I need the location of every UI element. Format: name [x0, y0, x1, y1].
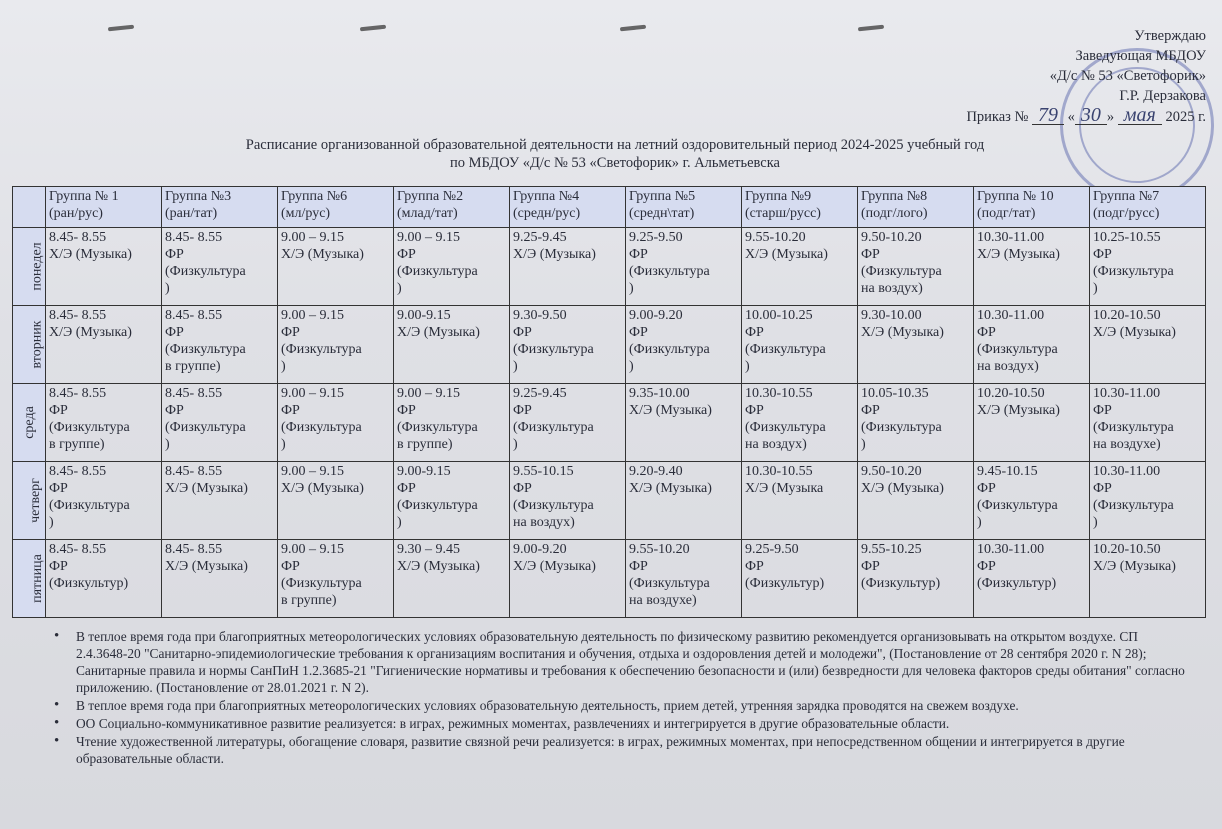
schedule-cell: [1090, 462, 1206, 540]
time-range: 9.30-10.00: [861, 308, 922, 323]
activity-text: (Физкультура: [281, 576, 362, 591]
schedule-cell: [394, 540, 510, 618]
time-range: 8.45- 8.55: [165, 308, 223, 323]
group-header: [394, 187, 510, 228]
group-header: [742, 187, 858, 228]
day-label: пятница: [29, 554, 45, 603]
time-range: 9.00 – 9.15: [281, 464, 344, 479]
group-header: [162, 187, 278, 228]
schedule-row: [13, 306, 1206, 384]
schedule-cell: [974, 306, 1090, 384]
activity-text: ФР: [977, 559, 996, 574]
time-range: 9.20-9.40: [629, 464, 683, 479]
group-type: (ран/тат): [165, 206, 218, 221]
time-range: 8.45- 8.55: [165, 464, 223, 479]
activity-text: (Физкультура: [1093, 498, 1174, 513]
activity-text: ФР: [977, 325, 996, 340]
schedule-cell: [46, 306, 162, 384]
activity-text: ): [281, 359, 286, 374]
day-cell: [13, 228, 46, 306]
time-range: 9.35-10.00: [629, 386, 690, 401]
day-label: понедел: [29, 242, 45, 291]
activity-text: Х/Э (Музыка): [397, 559, 480, 574]
group-name: Группа № 10: [977, 189, 1054, 204]
schedule-cell: [162, 462, 278, 540]
order-day: 30: [1075, 106, 1107, 125]
time-range: 10.30-11.00: [977, 308, 1045, 323]
group-type: (ран/рус): [49, 206, 103, 221]
schedule-cell: [742, 462, 858, 540]
activity-text: на воздух): [745, 437, 807, 452]
time-range: 9.00 – 9.15: [397, 230, 460, 245]
time-range: 10.30-11.00: [1093, 386, 1161, 401]
activity-text: ФР: [49, 559, 68, 574]
group-header: [626, 187, 742, 228]
activity-text: Х/Э (Музыка): [397, 325, 480, 340]
activity-text: на воздух): [861, 281, 923, 296]
schedule-cell: [742, 306, 858, 384]
schedule-cell: [858, 540, 974, 618]
group-type: (подг/тат): [977, 206, 1036, 221]
punch-mark: [360, 25, 386, 32]
activity-text: в группе): [49, 437, 105, 452]
activity-text: ФР: [513, 325, 532, 340]
activity-text: на воздух): [977, 359, 1039, 374]
activity-text: (Физкультура: [281, 342, 362, 357]
schedule-cell: [46, 228, 162, 306]
approval-line: Заведующая МБДОУ: [1075, 48, 1206, 64]
schedule-row: [13, 384, 1206, 462]
schedule-cell: [858, 384, 974, 462]
time-range: 10.30-10.55: [745, 464, 813, 479]
activity-text: (Физкультура: [513, 342, 594, 357]
activity-text: ): [281, 437, 286, 452]
punch-mark: [620, 25, 646, 32]
group-type: (средн/рус): [513, 206, 581, 221]
activity-text: ФР: [281, 403, 300, 418]
activity-text: ): [861, 437, 866, 452]
time-range: 8.45- 8.55: [165, 230, 223, 245]
schedule-cell: [278, 462, 394, 540]
time-range: 9.25-9.50: [745, 542, 799, 557]
day-label: среда: [21, 406, 37, 439]
activity-text: ): [745, 359, 750, 374]
time-range: 9.00 – 9.15: [281, 386, 344, 401]
time-range: 10.20-10.50: [1093, 308, 1161, 323]
time-range: 9.00 – 9.15: [281, 308, 344, 323]
time-range: 8.45- 8.55: [49, 542, 107, 557]
activity-text: (Физкультура: [397, 420, 478, 435]
activity-text: ФР: [1093, 403, 1112, 418]
group-name: Группа №8: [861, 189, 928, 204]
activity-text: Х/Э (Музыка): [977, 403, 1060, 418]
time-range: 9.00-9.20: [513, 542, 567, 557]
time-range: 9.55-10.20: [745, 230, 806, 245]
time-range: 10.05-10.35: [861, 386, 929, 401]
schedule-cell: [1090, 540, 1206, 618]
schedule-cell: [626, 540, 742, 618]
time-range: 9.30-9.50: [513, 308, 567, 323]
day-close-quote: »: [1106, 109, 1115, 125]
schedule-cell: [626, 462, 742, 540]
group-header: [1090, 187, 1206, 228]
activity-text: (Физкультура: [1093, 420, 1174, 435]
activity-text: ): [629, 281, 634, 296]
time-range: 10.25-10.55: [1093, 230, 1161, 245]
activity-text: (Физкультура: [165, 420, 246, 435]
activity-text: в группе): [165, 359, 221, 374]
group-header: [858, 187, 974, 228]
schedule-cell: [742, 228, 858, 306]
activity-text: ФР: [281, 325, 300, 340]
schedule-cell: [626, 384, 742, 462]
schedule-cell: [510, 384, 626, 462]
activity-text: Х/Э (Музыка): [513, 559, 596, 574]
group-header: [510, 187, 626, 228]
schedule-cell: [974, 540, 1090, 618]
schedule-row: [13, 540, 1206, 618]
schedule-cell: [858, 228, 974, 306]
time-range: 9.00 – 9.15: [281, 542, 344, 557]
activity-text: в группе): [281, 593, 337, 608]
time-range: 9.00-9.20: [629, 308, 683, 323]
day-label: вторник: [29, 320, 45, 369]
activity-text: (Физкультура: [745, 420, 826, 435]
activity-text: Х/Э (Музыка): [165, 481, 248, 496]
activity-text: ФР: [629, 247, 648, 262]
activity-text: ): [397, 281, 402, 296]
activity-text: (Физкультура: [629, 576, 710, 591]
activity-text: в группе): [397, 437, 453, 452]
time-range: 8.45- 8.55: [165, 386, 223, 401]
activity-text: Х/Э (Музыка): [629, 481, 712, 496]
schedule-cell: [858, 306, 974, 384]
activity-text: ФР: [281, 559, 300, 574]
activity-text: (Физкультур): [861, 576, 941, 591]
time-range: 9.25-9.50: [629, 230, 683, 245]
activity-text: ФР: [745, 403, 764, 418]
schedule-cell: [162, 540, 278, 618]
schedule-cell: [278, 306, 394, 384]
activity-text: ФР: [397, 247, 416, 262]
schedule-cell: [974, 228, 1090, 306]
approval-line: Г.Р. Дерзакова: [1119, 88, 1206, 104]
order-number: 79: [1032, 106, 1064, 125]
time-range: 9.25-9.45: [513, 230, 567, 245]
group-name: Группа №7: [1093, 189, 1160, 204]
activity-text: (Физкультура: [49, 498, 130, 513]
order-line: [846, 106, 1206, 127]
activity-text: ФР: [49, 481, 68, 496]
activity-text: Х/Э (Музыка): [49, 325, 132, 340]
activity-text: ФР: [861, 403, 880, 418]
activity-text: на воздухе): [629, 593, 697, 608]
note-item: • В теплое время года при благоприятных метеорологических условиях образовательную деятельность, прием детей, утренняя зарядка проводятся на свежем воздухе.: [52, 697, 1192, 714]
activity-text: ФР: [513, 481, 532, 496]
activity-text: Х/Э (Музыка): [861, 481, 944, 496]
activity-text: ФР: [49, 403, 68, 418]
schedule-cell: [974, 384, 1090, 462]
activity-text: (Физкультура: [513, 498, 594, 513]
schedule-cell: [742, 540, 858, 618]
activity-text: ): [977, 515, 982, 530]
group-header: [974, 187, 1090, 228]
schedule-cell: [1090, 384, 1206, 462]
time-range: 8.45- 8.55: [49, 230, 107, 245]
schedule-cell: [278, 228, 394, 306]
time-range: 10.30-11.00: [977, 542, 1045, 557]
schedule-cell: [742, 384, 858, 462]
time-range: 8.45- 8.55: [165, 542, 223, 557]
order-year: 2025 г.: [1165, 109, 1206, 125]
punch-mark: [108, 25, 134, 32]
schedule-cell: [1090, 228, 1206, 306]
schedule-cell: [510, 462, 626, 540]
activity-text: (Физкультура: [165, 264, 246, 279]
time-range: 9.55-10.15: [513, 464, 574, 479]
group-name: Группа №9: [745, 189, 812, 204]
group-type: (мл/рус): [281, 206, 331, 221]
schedule-cell: [162, 384, 278, 462]
time-range: 8.45- 8.55: [49, 386, 107, 401]
activity-text: Х/Э (Музыка): [49, 247, 132, 262]
page-title: [140, 136, 1090, 172]
schedule-body: [13, 228, 1206, 618]
schedule-cell: [626, 228, 742, 306]
activity-text: (Физкультура: [397, 498, 478, 513]
activity-text: ФР: [745, 559, 764, 574]
approval-line: Утверждаю: [1134, 28, 1206, 44]
group-name: Группа №3: [165, 189, 232, 204]
schedule-cell: [858, 462, 974, 540]
day-cell: [13, 384, 46, 462]
activity-text: (Физкультур): [977, 576, 1057, 591]
activity-text: (Физкультура: [977, 342, 1058, 357]
schedule-cell: [510, 228, 626, 306]
schedule-cell: [46, 540, 162, 618]
time-range: 10.20-10.50: [1093, 542, 1161, 557]
notes-list: [52, 628, 1192, 768]
activity-text: ФР: [165, 247, 184, 262]
time-range: 9.55-10.20: [629, 542, 690, 557]
activity-text: Х/Э (Музыка): [977, 247, 1060, 262]
time-range: 10.30-10.55: [745, 386, 813, 401]
activity-text: (Физкультура: [745, 342, 826, 357]
schedule-table: [12, 186, 1206, 618]
activity-text: ФР: [165, 403, 184, 418]
activity-text: на воздух): [513, 515, 575, 530]
time-range: 9.50-10.20: [861, 230, 922, 245]
schedule-cell: [162, 306, 278, 384]
time-range: 10.00-10.25: [745, 308, 813, 323]
group-type: (старш/русс): [745, 206, 821, 221]
schedule-cell: [162, 228, 278, 306]
approval-line: «Д/с № 53 «Светофорик»: [1049, 68, 1206, 84]
activity-text: Х/Э (Музыка): [861, 325, 944, 340]
group-name: Группа №4: [513, 189, 580, 204]
schedule-cell: [1090, 306, 1206, 384]
schedule-cell: [394, 228, 510, 306]
activity-text: (Физкультура: [281, 420, 362, 435]
title-line: Расписание организованной образовательной деятельности на летний оздоровительный период 2024-2025 учебный год: [245, 137, 985, 153]
schedule-cell: [394, 306, 510, 384]
activity-text: (Физкультура: [513, 420, 594, 435]
activity-text: ФР: [397, 481, 416, 496]
schedule-cell: [394, 462, 510, 540]
day-open-quote: «: [1067, 109, 1075, 125]
activity-text: ФР: [629, 325, 648, 340]
activity-text: (Физкультура: [861, 420, 942, 435]
activity-text: ФР: [165, 325, 184, 340]
activity-text: Х/Э (Музыка): [745, 247, 828, 262]
time-range: 9.25-9.45: [513, 386, 567, 401]
activity-text: (Физкультура: [165, 342, 246, 357]
approval-block: [846, 26, 1206, 127]
activity-text: (Физкультура: [629, 342, 710, 357]
time-range: 9.45-10.15: [977, 464, 1038, 479]
activity-text: ): [165, 437, 170, 452]
time-range: 9.00 – 9.15: [281, 230, 344, 245]
day-cell: [13, 306, 46, 384]
activity-text: Х/Э (Музыка): [1093, 325, 1176, 340]
order-prefix: Приказ №: [966, 109, 1029, 125]
time-range: 10.30-11.00: [1093, 464, 1161, 479]
group-header: [278, 187, 394, 228]
schedule-cell: [278, 384, 394, 462]
activity-text: (Физкультура: [1093, 264, 1174, 279]
day-cell: [13, 462, 46, 540]
schedule-cell: [46, 462, 162, 540]
schedule-cell: [278, 540, 394, 618]
activity-text: (Физкультура: [861, 264, 942, 279]
group-type: (млад/тат): [397, 206, 458, 221]
activity-text: ): [1093, 515, 1098, 530]
activity-text: ): [165, 281, 170, 296]
activity-text: ): [397, 515, 402, 530]
activity-text: Х/Э (Музыка): [281, 247, 364, 262]
activity-text: (Физкультура: [629, 264, 710, 279]
time-range: 9.30 – 9.45: [397, 542, 460, 557]
time-range: 10.20-10.50: [977, 386, 1045, 401]
activity-text: ФР: [861, 247, 880, 262]
group-name: Группа № 1: [49, 189, 119, 204]
schedule-cell: [394, 384, 510, 462]
activity-text: ): [629, 359, 634, 374]
time-range: 8.45- 8.55: [49, 464, 107, 479]
time-range: 9.50-10.20: [861, 464, 922, 479]
group-name: Группа №2: [397, 189, 464, 204]
time-range: 8.45- 8.55: [49, 308, 107, 323]
activity-text: ФР: [1093, 247, 1112, 262]
time-range: 9.55-10.25: [861, 542, 922, 557]
activity-text: (Физкультура: [397, 264, 478, 279]
activity-text: ): [49, 515, 54, 530]
activity-text: ФР: [397, 403, 416, 418]
schedule-cell: [626, 306, 742, 384]
activity-text: (Физкультура: [49, 420, 130, 435]
activity-text: ФР: [861, 559, 880, 574]
time-range: 9.00-9.15: [397, 464, 451, 479]
activity-text: Х/Э (Музыка): [281, 481, 364, 496]
activity-text: ): [1093, 281, 1098, 296]
header-row: [13, 187, 1206, 228]
day-cell: [13, 540, 46, 618]
activity-text: Х/Э (Музыка): [165, 559, 248, 574]
activity-text: (Физкультура: [977, 498, 1058, 513]
schedule-cell: [510, 306, 626, 384]
day-label: четверг: [27, 478, 43, 523]
note-item: • Чтение художественной литературы, обогащение словаря, развитие связной речи реализуется: в играх, режимных моментах, при непосредственном общении и интегрируется в другие образовательные области.: [52, 733, 1192, 767]
group-name: Группа №6: [281, 189, 348, 204]
group-type: (подг/лого): [861, 206, 928, 221]
title-line: по МБДОУ «Д/с № 53 «Светофорик» г. Альметьевска: [450, 155, 780, 171]
activity-text: (Физкультур): [745, 576, 825, 591]
schedule-row: [13, 462, 1206, 540]
schedule-cell: [974, 462, 1090, 540]
activity-text: ФР: [745, 325, 764, 340]
activity-text: ФР: [629, 559, 648, 574]
schedule-cell: [46, 384, 162, 462]
activity-text: ФР: [1093, 481, 1112, 496]
group-type: (средн\тат): [629, 206, 695, 221]
header-corner: [13, 187, 46, 228]
activity-text: ФР: [977, 481, 996, 496]
note-item: • ОО Социально-коммуникативное развитие реализуется: в играх, режимных моментах, развлечениях и интегрируется в другие образовательные области.: [52, 715, 1192, 732]
activity-text: Х/Э (Музыка): [629, 403, 712, 418]
order-month: мая: [1118, 106, 1162, 125]
group-type: (подг/русс): [1093, 206, 1160, 221]
activity-text: ): [513, 437, 518, 452]
schedule-row: [13, 228, 1206, 306]
activity-text: ): [513, 359, 518, 374]
activity-text: Х/Э (Музыка: [745, 481, 824, 496]
group-name: Группа №5: [629, 189, 696, 204]
activity-text: Х/Э (Музыка): [1093, 559, 1176, 574]
activity-text: на воздухе): [1093, 437, 1161, 452]
time-range: 9.00 – 9.15: [397, 386, 460, 401]
time-range: 9.00-9.15: [397, 308, 451, 323]
time-range: 10.30-11.00: [977, 230, 1045, 245]
activity-text: Х/Э (Музыка): [513, 247, 596, 262]
activity-text: (Физкультур): [49, 576, 129, 591]
note-item: • В теплое время года при благоприятных метеорологических условиях образовательную деятельность по физическому развитию рекомендуется организовывать на открытом воздухе. СП 2.4.3648-20 "Санитарно-эпидемиологические требования к организациям воспитания и обучения, отдыха и оздоровления детей и молодежи", (Постановление от 28 сентября 2020 г. N 28); Санитарные правила и нормы СанПиН 1.2.3685-21 "Гигиенические нормативы и требования к обеспечению безопасности и (или) безвредности для человека факторов среды обитания" согласно приложению. (Постановление от 28.01.2021 г. N 2).: [52, 628, 1192, 696]
activity-text: ФР: [513, 403, 532, 418]
schedule-cell: [510, 540, 626, 618]
group-header: [46, 187, 162, 228]
